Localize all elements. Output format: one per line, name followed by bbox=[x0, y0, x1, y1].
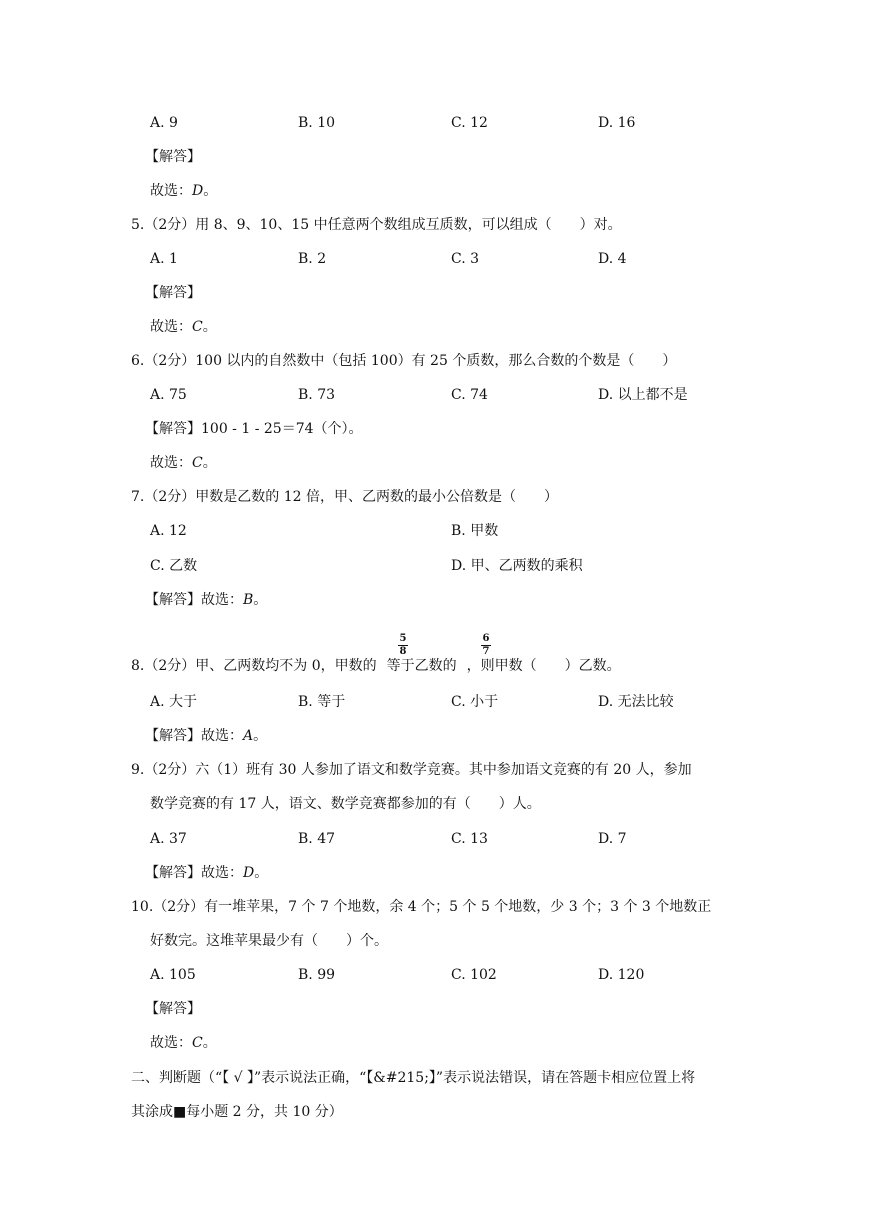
q8-option-b: B. 等于 bbox=[298, 694, 346, 710]
q9-option-c: C. 13 bbox=[451, 831, 488, 847]
q8-option-c: C. 小于 bbox=[451, 694, 499, 710]
q5-choice: 故选：C。 bbox=[150, 319, 217, 335]
q4-option-a: A. 9 bbox=[150, 115, 178, 131]
q6-choice: 故选：C。 bbox=[150, 455, 217, 471]
q9-option-d: D. 7 bbox=[598, 831, 627, 847]
q6-option-b: B. 73 bbox=[298, 387, 336, 403]
q10-stem-line1: 10.（2分）有一堆苹果，7 个 7 个地数，余 4 个；5 个 5 个地数，少 3 个；3 个 3 个地数正 bbox=[131, 899, 712, 915]
q4-option-d: D. 16 bbox=[598, 115, 636, 131]
q6-option-d: D. 以上都不是 bbox=[598, 387, 688, 403]
q4-option-b: B. 10 bbox=[298, 115, 336, 131]
q9-stem-line2: 数学竞赛的有 17 人，语文、数学竞赛都参加的有（ ）人。 bbox=[150, 796, 541, 812]
q9-answer: 【解答】故选：D。 bbox=[145, 865, 269, 881]
q10-option-c: C. 102 bbox=[451, 967, 497, 983]
q8-answer: 【解答】故选：A。 bbox=[145, 728, 268, 744]
q8-option-d: D. 无法比较 bbox=[598, 694, 674, 710]
q6-stem: 6.（2分）100 以内的自然数中（包括 100）有 25 个质数，那么合数的个数是（ ） bbox=[131, 353, 677, 369]
q9-option-a: A. 37 bbox=[150, 831, 187, 847]
q7-option-c: C. 乙数 bbox=[150, 558, 198, 574]
q9-stem-line1: 9.（2分）六（1）班有 30 人参加了语文和数学竞赛。其中参加语文竞赛的有 20 人，参加 bbox=[131, 762, 692, 778]
q7-answer: 【解答】故选：B。 bbox=[145, 592, 268, 608]
q8-stem: 8.（2分）甲、乙两数均不为 0，甲数的 等于乙数的 ，则甲数（ ）乙数。 bbox=[131, 658, 621, 674]
q10-option-b: B. 99 bbox=[298, 967, 336, 983]
q8-fraction-5-8: 5 8 bbox=[399, 633, 407, 657]
q5-stem: 5.（2分）用 8、9、10、15 中任意两个数组成互质数，可以组成（ ）对。 bbox=[131, 217, 622, 233]
q7-option-a: A. 12 bbox=[150, 523, 187, 539]
q7-stem: 7.（2分）甲数是乙数的 12 倍，甲、乙两数的最小公倍数是（ ） bbox=[131, 489, 558, 505]
q5-option-d: D. 4 bbox=[598, 251, 627, 267]
q6-option-c: C. 74 bbox=[451, 387, 488, 403]
q6-option-a: A. 75 bbox=[150, 387, 187, 403]
section-2-line2: 其涂成■每小题 2 分，共 10 分） bbox=[131, 1104, 343, 1120]
q10-answer-label: 【解答】 bbox=[145, 1001, 201, 1017]
q7-option-b: B. 甲数 bbox=[451, 523, 499, 539]
q4-option-c: C. 12 bbox=[451, 115, 488, 131]
q10-stem-line2: 好数完。这堆苹果最少有（ ）个。 bbox=[150, 933, 388, 949]
q5-option-b: B. 2 bbox=[298, 251, 327, 267]
q8-option-a: A. 大于 bbox=[150, 694, 198, 710]
q10-choice: 故选：C。 bbox=[150, 1035, 217, 1051]
q4-answer-label: 【解答】 bbox=[145, 149, 201, 165]
q10-option-d: D. 120 bbox=[598, 967, 645, 983]
q5-answer-label: 【解答】 bbox=[145, 285, 201, 301]
section-2-line1: 二、判断题（“【 √ 】”表示说法正确，“【&#215;】”表示说法错误，请在答题卡相应位置上将 bbox=[131, 1070, 696, 1086]
q9-option-b: B. 47 bbox=[298, 831, 336, 847]
q7-option-d: D. 甲、乙两数的乘积 bbox=[451, 558, 583, 574]
q10-option-a: A. 105 bbox=[150, 967, 196, 983]
q6-answer: 【解答】100 - 1 - 25＝74（个）。 bbox=[145, 421, 363, 437]
q4-choice: 故选：D。 bbox=[150, 183, 218, 199]
q5-option-a: A. 1 bbox=[150, 251, 178, 267]
q5-option-c: C. 3 bbox=[451, 251, 480, 267]
q8-fraction-6-7: 6 7 bbox=[482, 633, 490, 657]
